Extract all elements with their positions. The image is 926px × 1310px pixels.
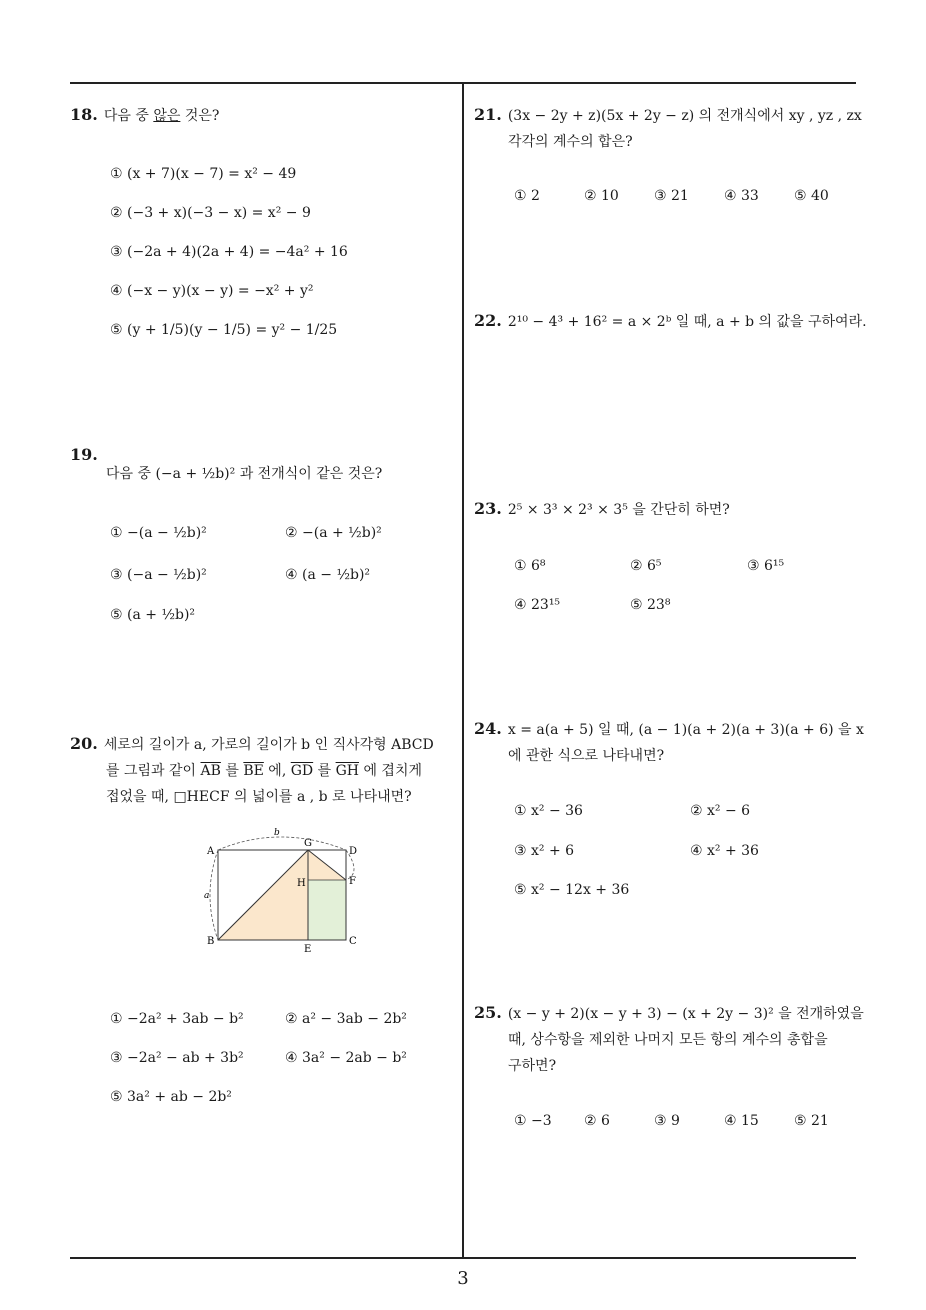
- option[interactable]: ② x² − 6: [690, 803, 751, 819]
- question-number: 23.: [474, 499, 502, 518]
- label-B: B: [207, 936, 215, 947]
- question-number: 22.: [474, 311, 502, 330]
- question-text-line2: 각각의 계수의 합은?: [508, 134, 633, 150]
- question-20: [70, 733, 455, 808]
- option[interactable]: ③ 21: [654, 188, 689, 204]
- question-text-line3: 구하면?: [508, 1058, 557, 1074]
- question-text: 다음 중 (−a + ½b)² 과 전개식이 같은 것은?: [106, 466, 383, 482]
- option[interactable]: ⑤ (y + 1/5)(y − 1/5) = y² − 1/25: [110, 322, 338, 338]
- option[interactable]: ⑤ 40: [794, 188, 829, 204]
- option[interactable]: ④ 33: [724, 188, 759, 204]
- option[interactable]: ④ x² + 36: [690, 843, 759, 859]
- question-text-line2: 를 그림과 같이 $\overline{AB}$ 를 $\overline{BE}$ 에, $\overline{GD}$ 를 $\overline{GH}$ 에 겹치게: [106, 763, 422, 779]
- option[interactable]: ① 6⁸: [514, 558, 546, 574]
- label-H: H: [297, 878, 306, 889]
- question-25: [474, 1002, 869, 1077]
- question-21: [474, 104, 869, 153]
- option[interactable]: ② a² − 3ab − 2b²: [285, 1011, 407, 1027]
- question-text-line1: (3x − 2y + z)(5x + 2y − z) 의 전개식에서 xy , yz , zx: [507, 108, 862, 124]
- question-text: 2¹⁰ − 4³ + 16² = a × 2ᵇ 일 때, a + b 의 값을 구하여라.: [507, 314, 867, 330]
- rect-HECF: [308, 880, 346, 940]
- option[interactable]: ② 10: [584, 188, 619, 204]
- option[interactable]: ① (x + 7)(x − 7) = x² − 49: [110, 166, 297, 182]
- option[interactable]: ④ (a − ½b)²: [285, 567, 371, 583]
- option[interactable]: ⑤ 23⁸: [630, 597, 671, 613]
- question-text: 다음 중 않은 것은?: [103, 108, 220, 124]
- question-24: [474, 718, 869, 767]
- option[interactable]: ③ 9: [654, 1113, 680, 1129]
- option[interactable]: ③ −2a² − ab + 3b²: [110, 1050, 244, 1066]
- option[interactable]: ② (−3 + x)(−3 − x) = x² − 9: [110, 205, 311, 221]
- option[interactable]: ④ 23¹⁵: [514, 597, 561, 613]
- option[interactable]: ① x² − 36: [514, 803, 583, 819]
- arc-left-a: [210, 850, 218, 940]
- question-text-line2: 때, 상수항을 제외한 나머지 모든 항의 계수의 총합을: [508, 1032, 828, 1048]
- arc-top-b: [218, 837, 346, 850]
- rectangle-fold-figure: [200, 828, 370, 958]
- option[interactable]: ⑤ (a + ½b)²: [110, 607, 196, 623]
- page-number: 3: [457, 1268, 469, 1289]
- option[interactable]: ③ (−a − ½b)²: [110, 567, 207, 583]
- option[interactable]: ③ x² + 6: [514, 843, 575, 859]
- label-a: a: [204, 891, 210, 901]
- option[interactable]: ⑤ 3a² + ab − 2b²: [110, 1089, 232, 1105]
- question-number: 21.: [474, 105, 502, 124]
- option[interactable]: ① −3: [514, 1113, 552, 1129]
- option[interactable]: ① 2: [514, 188, 540, 204]
- option[interactable]: ⑤ x² − 12x + 36: [514, 882, 630, 898]
- option[interactable]: ① −2a² + 3ab − b²: [110, 1011, 244, 1027]
- label-F: F: [349, 876, 356, 887]
- question-number: 19.: [70, 445, 98, 464]
- option[interactable]: ② 6⁵: [630, 558, 662, 574]
- label-A: A: [207, 846, 215, 857]
- question-22: [474, 310, 869, 333]
- label-C: C: [349, 936, 357, 947]
- question-number: 20.: [70, 734, 98, 753]
- question-23: [474, 498, 869, 521]
- label-G: G: [304, 838, 312, 849]
- question-text: 2⁵ × 3³ × 2³ × 3⁵ 을 간단히 하면?: [507, 502, 730, 518]
- question-number: 18.: [70, 105, 98, 124]
- option[interactable]: ② 6: [584, 1113, 610, 1129]
- option[interactable]: ① −(a − ½b)²: [110, 525, 207, 541]
- option[interactable]: ② −(a + ½b)²: [285, 525, 382, 541]
- question-text-line1: 세로의 길이가 a, 가로의 길이가 b 인 직사각형 ABCD: [103, 737, 434, 753]
- option[interactable]: ③ 6¹⁵: [747, 558, 785, 574]
- question-number: 24.: [474, 719, 502, 738]
- option[interactable]: ④ 15: [724, 1113, 759, 1129]
- option[interactable]: ⑤ 21: [794, 1113, 829, 1129]
- question-number: 25.: [474, 1003, 502, 1022]
- column-divider: [462, 82, 464, 1258]
- question-text-line1: x = a(a + 5) 일 때, (a − 1)(a + 2)(a + 3)(a + 6) 을 x: [507, 722, 864, 738]
- option[interactable]: ③ (−2a + 4)(2a + 4) = −4a² + 16: [110, 244, 348, 260]
- question-19: [70, 444, 450, 485]
- question-text-line1: (x − y + 2)(x − y + 3) − (x + 2y − 3)² 을 전개하였을: [507, 1006, 864, 1022]
- question-18: [70, 104, 450, 127]
- question-text-line3: 접었을 때, □HECF 의 넓이를 a , b 로 나타내면?: [106, 789, 412, 805]
- label-E: E: [304, 944, 312, 955]
- label-b: b: [274, 828, 280, 838]
- question-text-line2: 에 관한 식으로 나타내면?: [508, 748, 665, 764]
- bottom-rule: [70, 1257, 856, 1259]
- option[interactable]: ④ (−x − y)(x − y) = −x² + y²: [110, 283, 314, 299]
- label-D: D: [349, 846, 358, 857]
- option[interactable]: ④ 3a² − 2ab − b²: [285, 1050, 407, 1066]
